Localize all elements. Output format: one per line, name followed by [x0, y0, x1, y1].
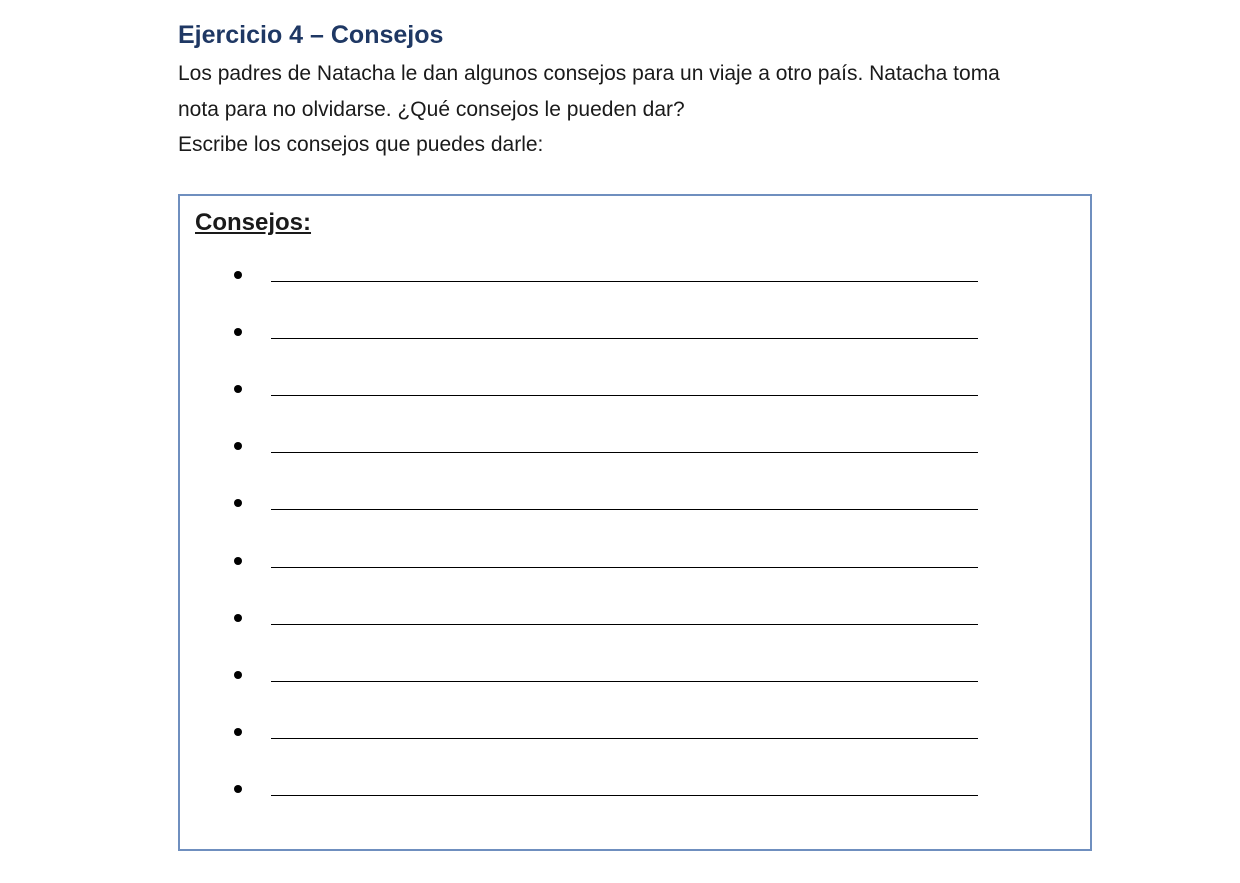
advice-box-title: Consejos:	[195, 209, 312, 236]
answer-line[interactable]	[271, 395, 978, 396]
bullet-icon	[234, 557, 242, 565]
advice-item	[180, 553, 1090, 583]
answer-line[interactable]	[271, 338, 978, 339]
answer-line[interactable]	[271, 795, 978, 796]
answer-line[interactable]	[271, 281, 978, 282]
advice-item	[180, 381, 1090, 411]
bullet-icon	[234, 728, 242, 736]
advice-item	[180, 781, 1090, 811]
bullet-icon	[234, 271, 242, 279]
advice-list	[180, 196, 1090, 849]
bullet-icon	[234, 614, 242, 622]
advice-item	[180, 667, 1090, 697]
instruction-line: Escribe los consejos que puedes darle:	[178, 133, 544, 156]
bullet-icon	[234, 671, 242, 679]
answer-line[interactable]	[271, 681, 978, 682]
answer-line[interactable]	[271, 567, 978, 568]
advice-item	[180, 324, 1090, 354]
bullet-icon	[234, 442, 242, 450]
instructions	[178, 56, 1098, 163]
advice-item	[180, 267, 1090, 297]
advice-item	[180, 495, 1090, 525]
instruction-line: Los padres de Natacha le dan algunos consejos para un viaje a otro país. Natacha toma	[178, 62, 1000, 85]
advice-item	[180, 724, 1090, 754]
bullet-icon	[234, 785, 242, 793]
bullet-icon	[234, 385, 242, 393]
advice-item	[180, 610, 1090, 640]
bullet-icon	[234, 499, 242, 507]
bullet-icon	[234, 328, 242, 336]
instruction-line: nota para no olvidarse. ¿Qué consejos le pueden dar?	[178, 97, 685, 121]
answer-line[interactable]	[271, 738, 978, 739]
advice-box	[178, 194, 1092, 851]
answer-line[interactable]	[271, 452, 978, 453]
advice-item	[180, 438, 1090, 468]
exercise-title: Ejercicio 4 – Consejos	[178, 21, 444, 49]
answer-line[interactable]	[271, 624, 978, 625]
answer-line[interactable]	[271, 509, 978, 510]
